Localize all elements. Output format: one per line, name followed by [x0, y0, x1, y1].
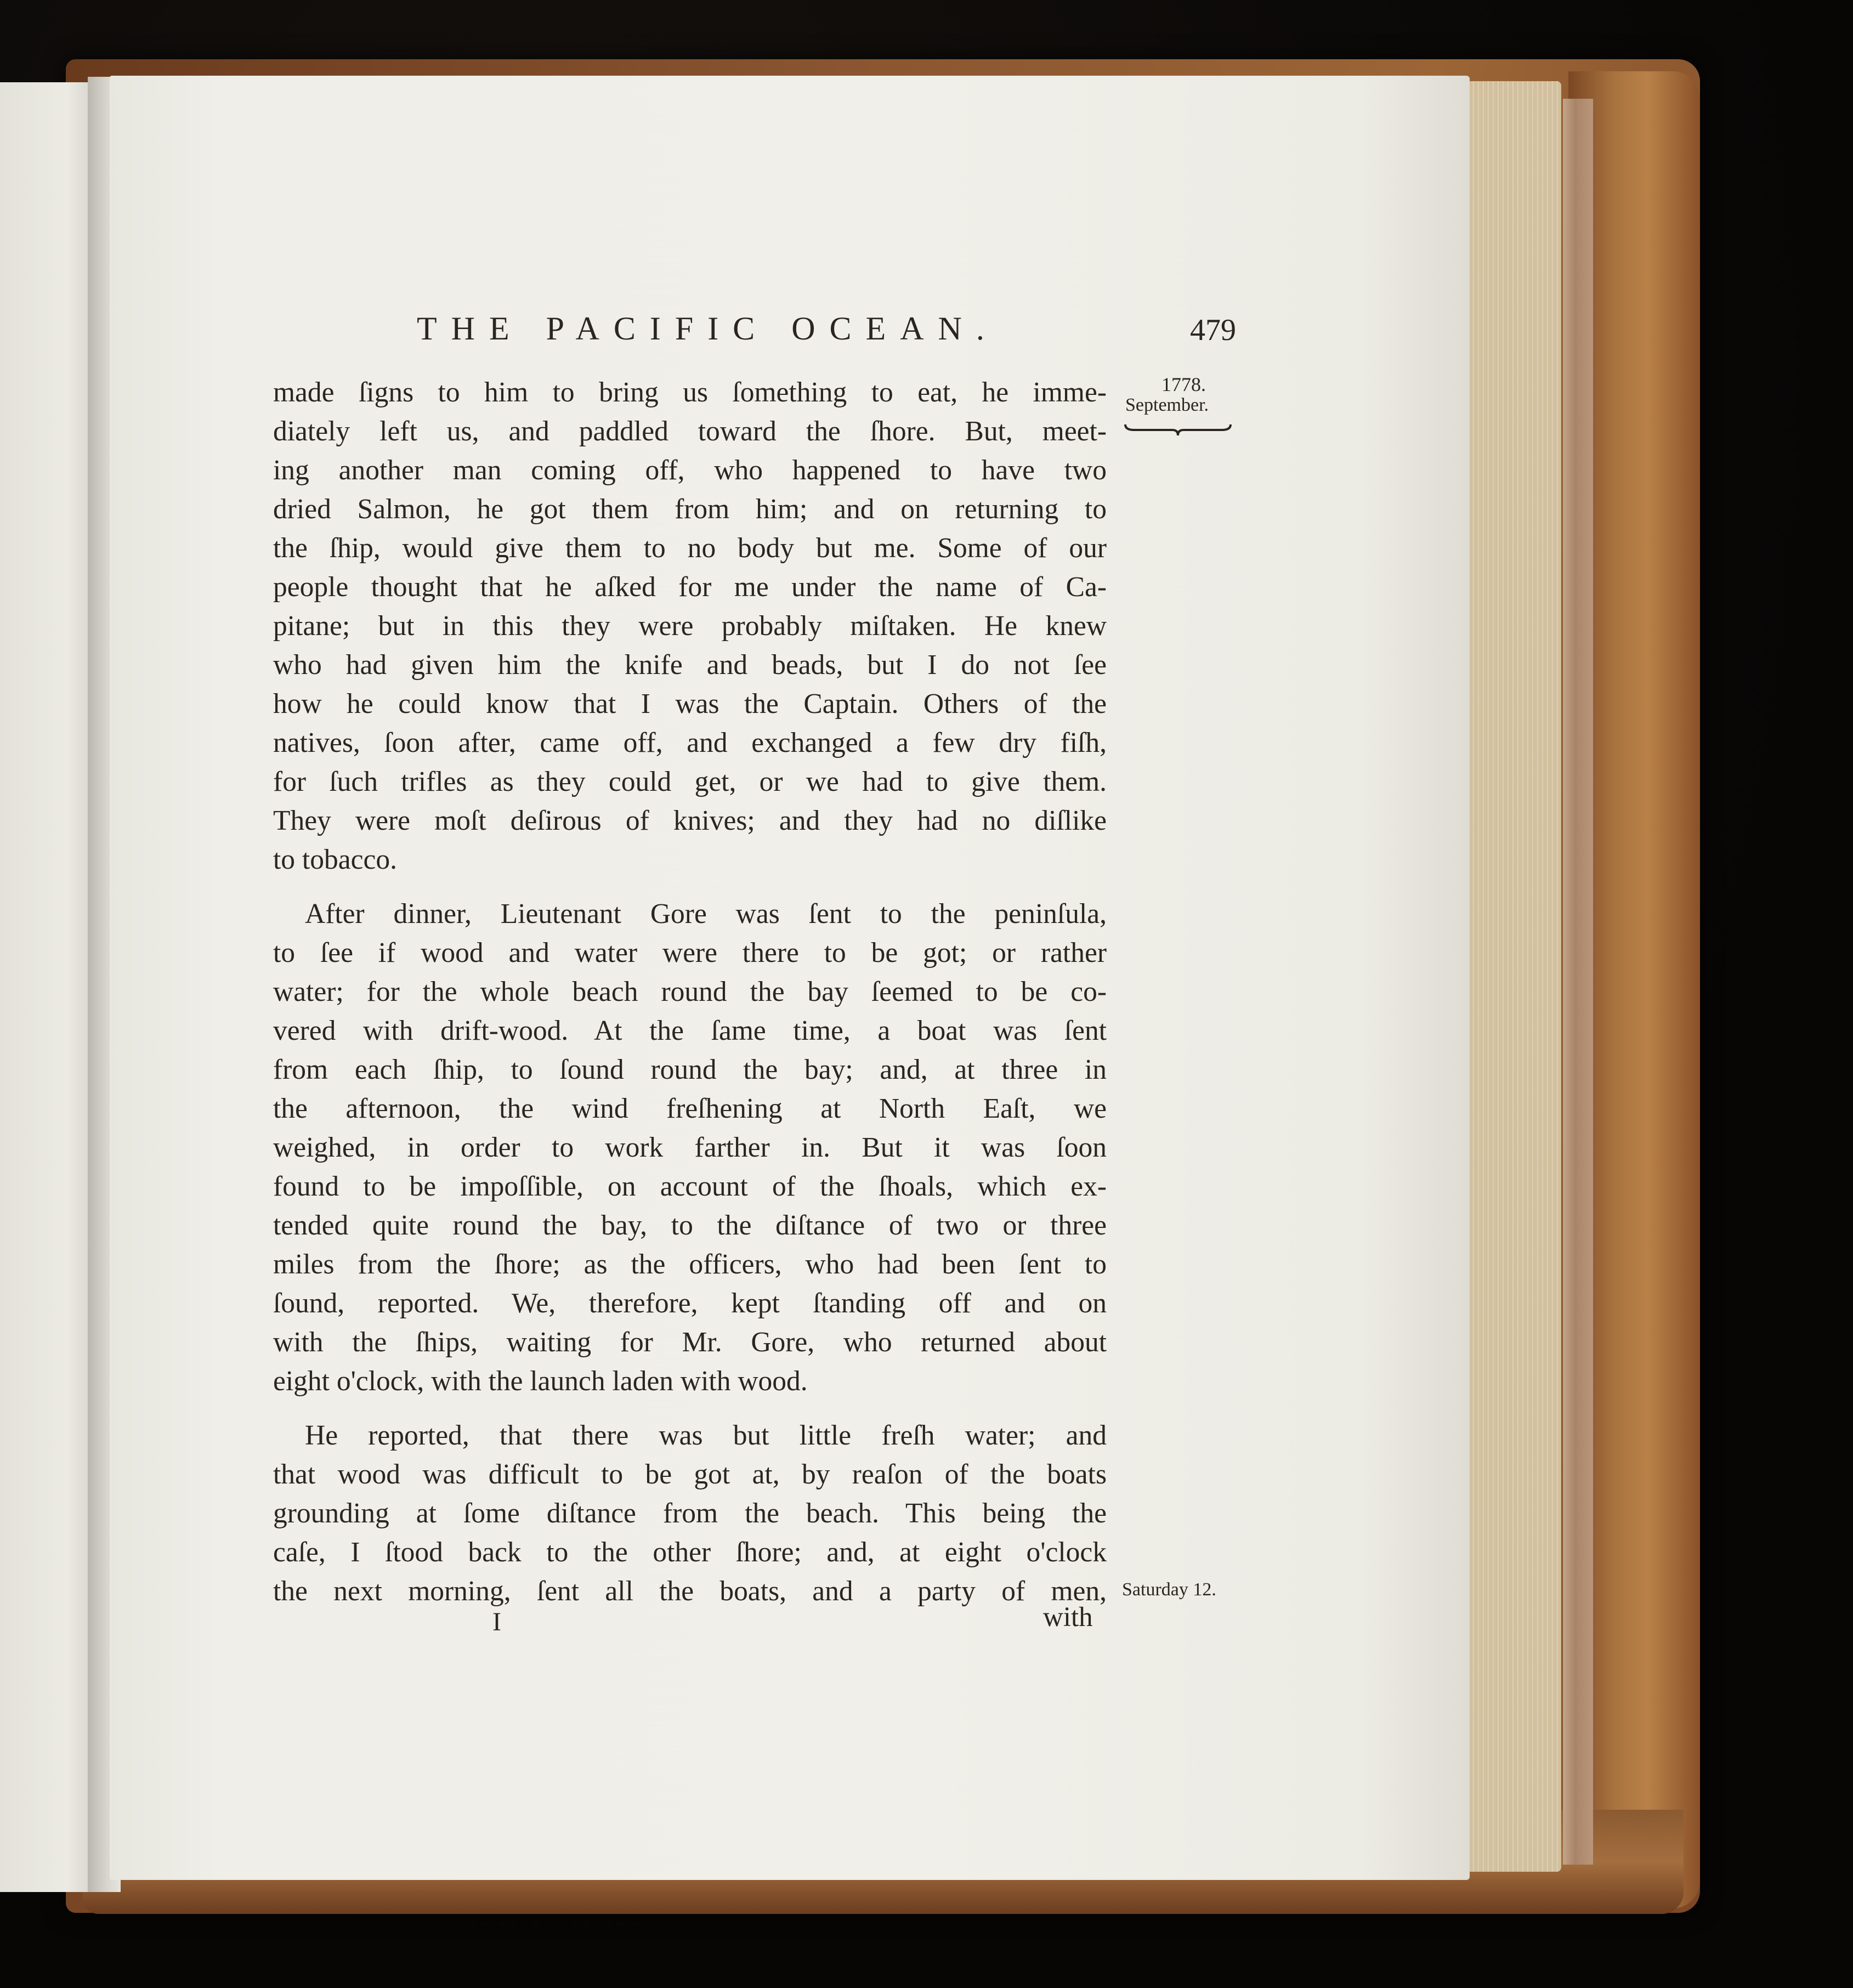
paragraph	[273, 373, 1107, 879]
text-line: eight o'clock, with the launch laden with wood.	[273, 1366, 808, 1397]
text-line: from each ſhip, to ſound round the bay; and, at three in	[273, 1054, 1107, 1085]
text-line: the next morning, ſent all the boats, and a party of men,	[273, 1576, 1107, 1607]
margin-note-year: 1778.	[1161, 373, 1206, 395]
margin-note-date: Saturday 12.	[1122, 1579, 1216, 1600]
text-line: natives, ſoon after, came off, and exchanged a few dry fiſh,	[273, 727, 1107, 758]
text-line: tended quite round the bay, to the diſtance of two or three	[273, 1210, 1107, 1241]
body-text	[273, 373, 1107, 1611]
text-line: to tobacco.	[273, 844, 397, 875]
margin-brace-icon	[1123, 422, 1233, 439]
text-line: miles from the ſhore; as the officers, who had been ſent to	[273, 1249, 1107, 1280]
margin-note-month: September.	[1125, 395, 1209, 415]
text-line: how he could know that I was the Captain. Others of the	[273, 688, 1107, 720]
text-line: ſound, reported. We, therefore, kept ſtanding off and on	[273, 1288, 1107, 1319]
running-head: THE PACIFIC OCEAN.	[417, 310, 999, 347]
text-line: made ſigns to him to bring us ſomething to eat, he imme-	[273, 377, 1107, 408]
text-line: who had given him the knife and beads, but I do not ſee	[273, 649, 1107, 681]
catchword: with	[1043, 1602, 1093, 1633]
text-line: pitane; but in this they were probably miſtaken. He knew	[273, 610, 1107, 642]
text-line: with the ſhips, waiting for Mr. Gore, who returned about	[273, 1327, 1107, 1358]
text-line: grounding at ſome diſtance from the beach. This being the	[273, 1498, 1107, 1529]
page-block-band	[1563, 99, 1593, 1865]
text-line: people thought that he aſked for me under the name of Ca-	[273, 571, 1107, 603]
text-line: found to be impoſſible, on account of the ſhoals, which ex-	[273, 1171, 1107, 1202]
text-line: He reported, that there was but little freſh water; and	[305, 1420, 1107, 1451]
text-line: dried Salmon, he got them from him; and on returning to	[273, 494, 1107, 525]
text-line: After dinner, Lieutenant Gore was ſent to the peninſula,	[305, 898, 1107, 930]
text-line: water; for the whole beach round the bay ſeemed to be co-	[273, 976, 1107, 1007]
page-number: 479	[1190, 313, 1236, 347]
text-line: diately left us, and paddled toward the ſhore. But, meet-	[273, 416, 1107, 447]
text-line: to ſee if wood and water were there to be got; or rather	[273, 937, 1107, 968]
text-line: for ſuch trifles as they could get, or we had to give them.	[273, 766, 1107, 797]
paragraph-gap	[273, 1401, 1107, 1416]
paragraph	[273, 1416, 1107, 1611]
text-line: the ſhip, would give them to no body but me. Some of our	[273, 533, 1107, 564]
left-page-edge	[0, 82, 96, 1892]
text-line: that wood was difficult to be got at, by reaſon of the boats	[273, 1459, 1107, 1490]
signature-mark: I	[492, 1607, 501, 1636]
text-line: ing another man coming off, who happened to have two	[273, 455, 1107, 486]
text-line: vered with drift-wood. At the ſame time, a boat was ſent	[273, 1015, 1107, 1046]
paragraph-gap	[273, 879, 1107, 894]
text-line: caſe, I ſtood back to the other ſhore; and, at eight o'clock	[273, 1537, 1107, 1568]
text-line: They were moſt deſirous of knives; and they had no diſlike	[273, 805, 1107, 836]
text-line: weighed, in order to work farther in. But it was ſoon	[273, 1132, 1107, 1163]
paragraph	[273, 894, 1107, 1401]
page-block-edges	[1465, 81, 1561, 1872]
text-line: the afternoon, the wind freſhening at North Eaſt, we	[273, 1093, 1107, 1124]
